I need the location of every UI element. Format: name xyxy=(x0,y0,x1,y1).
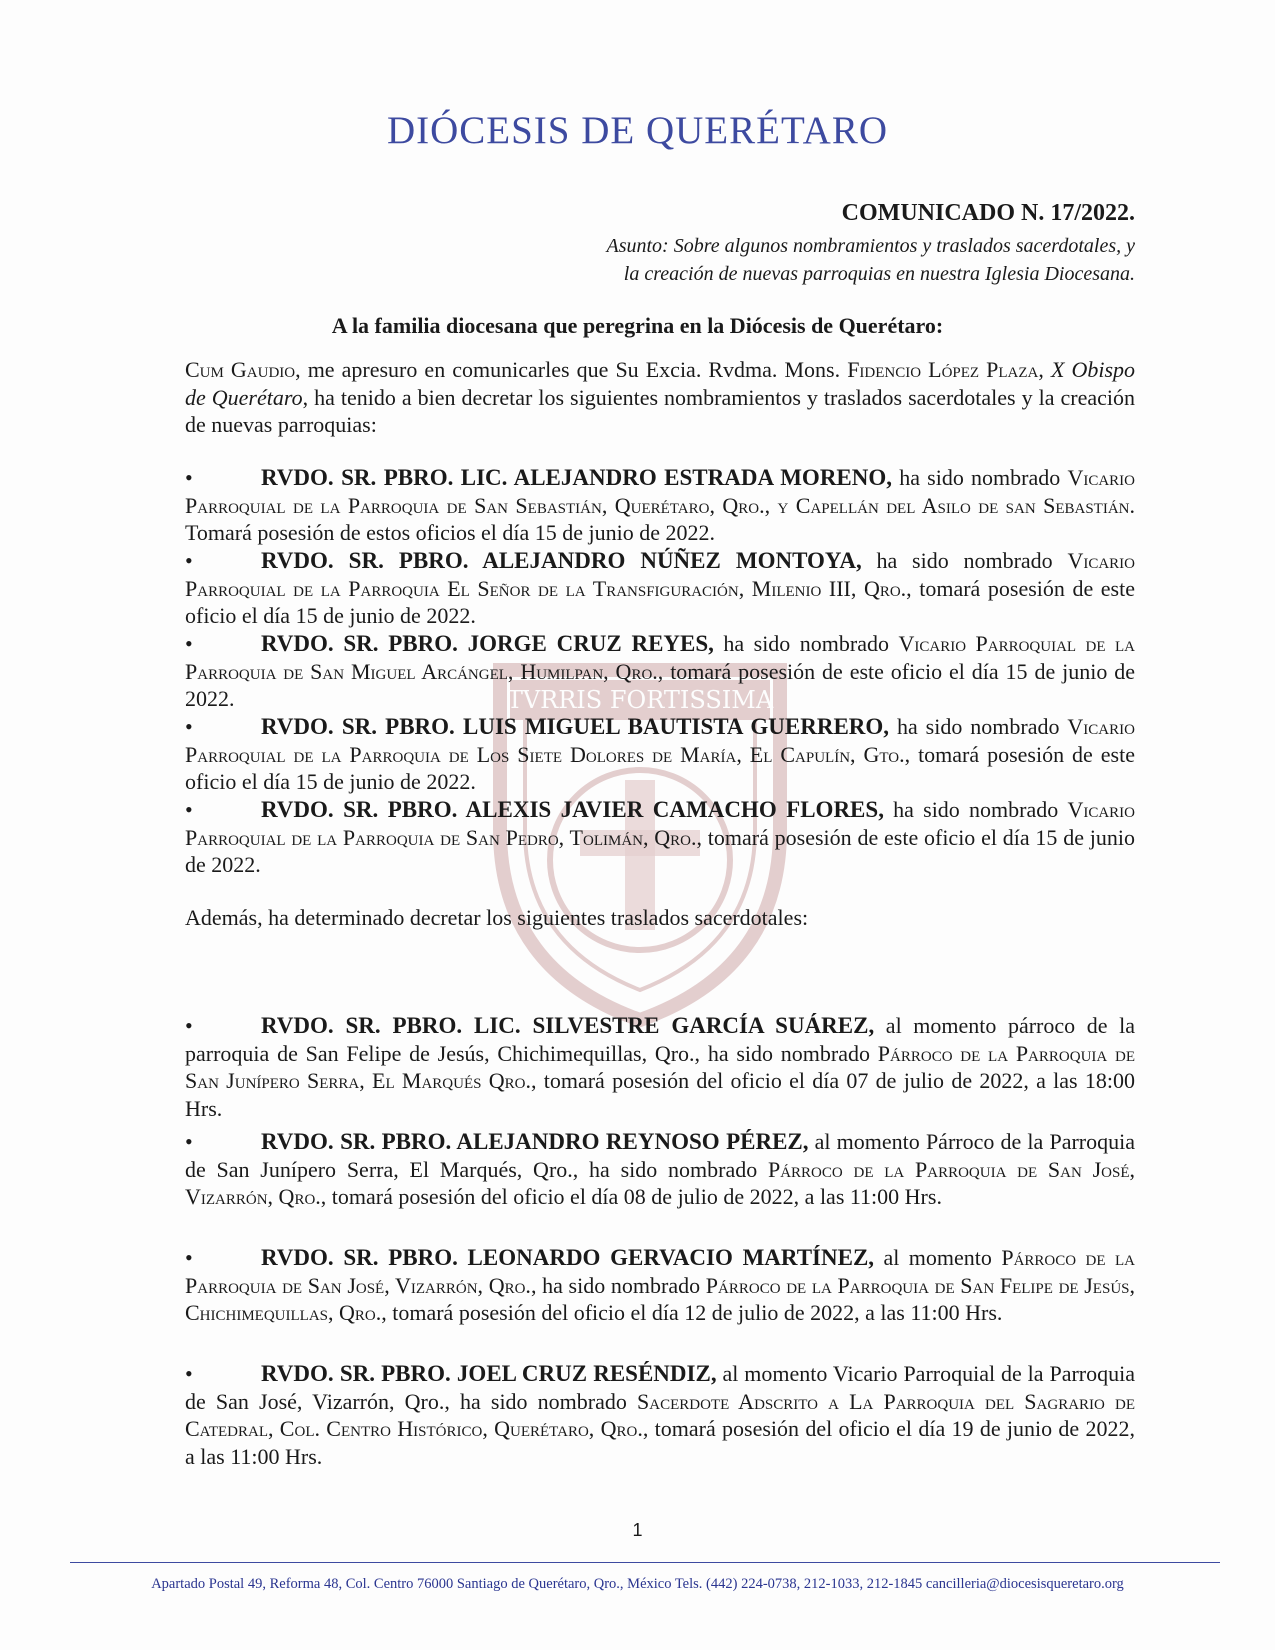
item-text: al momento Vicario Parroquial de la Parroquia de San José, Vizarrón, Qro., ha sido nombrado xyxy=(185,1361,1135,1414)
item-text: , tomará posesión de este oficio el día 15 de junio de 2022. xyxy=(185,824,1135,877)
item-text: , tomará posesión de este oficio el día 15 de junio de 2022. xyxy=(185,741,1135,794)
intro-paragraph xyxy=(185,356,1135,439)
item-text: , tomará posesión del oficio el día 12 de julio de 2022, a las 11:00 Hrs. xyxy=(381,1300,1003,1325)
intro-cum-gaudio: Cum Gaudio xyxy=(185,357,296,382)
item-text: al momento párroco de la parroquia de San Felipe de Jesús, Chichimequillas, Qro., ha sido nombrado xyxy=(185,1013,1135,1066)
page-title: DIÓCESIS DE QUERÉTARO xyxy=(386,109,889,152)
list-item xyxy=(185,630,1135,713)
list-item xyxy=(185,796,1135,879)
salutation: A la familia diocesana que peregrina en la Diócesis de Querétaro: xyxy=(331,313,944,338)
priest-name: RVDO. SR. PBRO. JORGE CRUZ REYES, xyxy=(261,631,714,656)
priest-name: RVDO. SR. PBRO. ALEJANDRO REYNOSO PÉREZ, xyxy=(261,1129,809,1154)
item-text: , tomará posesión de este oficio el día 15 de junio de 2022. xyxy=(185,575,1135,628)
priest-name: RVDO. SR. PBRO. LIC. ALEJANDRO ESTRADA MORENO, xyxy=(261,465,893,490)
item-text: , tomará posesión de este oficio el día 15 de junio de 2022. xyxy=(185,658,1135,711)
list-item xyxy=(185,1244,1135,1327)
footer-divider xyxy=(70,1562,1220,1563)
item-text: , ha sido nombrado xyxy=(530,1272,706,1298)
bishop-title: X Obispo de Querétaro xyxy=(185,357,1136,410)
intro-text-3: , ha tenido a bien decretar los siguientes nombramientos y traslados sacerdotales y la creación de nuevas parroquias: xyxy=(185,384,1135,437)
intro-text-1: , me apresuro en comunicarles que Su Excia. Rvdma. Mons. xyxy=(295,357,848,382)
bullet: • xyxy=(185,548,193,573)
appointment: Párroco de la Parroquia de San Junípero Serra, El Marqués Qro. xyxy=(185,1040,1135,1093)
appointment: Vicario Parroquial de la Parroquia de Los Siete Dolores de María, El Capulín, Gto. xyxy=(185,714,1135,767)
bullet: • xyxy=(185,631,193,656)
list-item xyxy=(185,464,1135,547)
item-text: ha sido nombrado xyxy=(892,465,1068,490)
asunto-line-1: Asunto: Sobre algunos nombramientos y traslados sacerdotales, y xyxy=(606,235,1135,257)
appointment: Vicario Parroquial de la Parroquia de San Sebastián, Querétaro, Qro., y Capellán del Asilo de san Sebastián xyxy=(185,465,1135,518)
list-item xyxy=(185,1360,1135,1470)
footer-contact: Apartado Postal 49, Reforma 48, Col. Centro 76000 Santiago de Querétaro, Qro., México Tels. (442) 224-0738, 212-1033, 212-1845 cancilleria@diocesisqueretaro.org xyxy=(151,1576,1124,1592)
priest-name: RVDO. SR. PBRO. ALEJANDRO NÚÑEZ MONTOYA, xyxy=(261,548,862,573)
asunto xyxy=(515,232,1135,288)
list-item xyxy=(185,547,1135,630)
appointment: Párroco de la Parroquia de San José, Vizarrón, Qro. xyxy=(185,1245,1135,1298)
priest-name: RVDO. SR. PBRO. LUIS MIGUEL BAUTISTA GUERRERO, xyxy=(261,714,890,739)
appointment: Sacerdote Adscrito a La Parroquia del Sagrario de Catedral, Col. Centro Histórico, Querétaro, Qro. xyxy=(185,1388,1135,1441)
appointment: Párroco de la Parroquia de San José, Vizarrón, Qro. xyxy=(185,1156,1135,1209)
bullet: • xyxy=(185,1129,193,1154)
watermark-motto: TVRRIS FORTISSIMA xyxy=(506,686,774,714)
bullet: • xyxy=(185,465,193,490)
list-item xyxy=(185,1012,1135,1122)
item-text: , tomará posesión del oficio el día 08 de julio de 2022, a las 11:00 Hrs. xyxy=(320,1184,942,1209)
bullet: • xyxy=(185,797,193,822)
bullet: • xyxy=(185,1013,193,1038)
list-item xyxy=(185,1128,1135,1211)
appointment: Párroco de la Parroquia de San Felipe de Jesús, Chichimequillas, Qro. xyxy=(185,1272,1135,1325)
item-text: al momento xyxy=(874,1245,1002,1270)
intro-text-2: , xyxy=(1038,357,1051,382)
bullet: • xyxy=(185,1245,193,1270)
appointment: Vicario Parroquial de la Parroquia de San Pedro, Tolimán, Qro. xyxy=(185,797,1135,850)
item-text: , tomará posesión del oficio el día 19 de junio de 2022, a las 11:00 Hrs. xyxy=(185,1416,1135,1469)
priest-name: RVDO. SR. PBRO. JOEL CRUZ RESÉNDIZ, xyxy=(261,1361,717,1386)
item-text: ha sido nombrado xyxy=(713,631,899,656)
bullet: • xyxy=(185,714,193,739)
traslados-intro: Además, ha determinado decretar los siguientes traslados sacerdotales: xyxy=(185,905,809,930)
item-text: , tomará posesión del oficio el día 07 de julio de 2022, a las 18:00 Hrs. xyxy=(185,1068,1135,1121)
item-text: al momento Párroco de la Parroquia de San Junípero Serra, El Marqués, Qro., ha sido nombrado xyxy=(185,1129,1135,1182)
appointment: Vicario Parroquial de la Parroquia El Señor de la Transfiguración, Milenio III, Qro. xyxy=(185,548,1135,601)
priest-name: RVDO. SR. PBRO. LIC. SILVESTRE GARCÍA SUÁREZ, xyxy=(261,1013,875,1038)
item-text: ha sido nombrado xyxy=(861,548,1068,573)
bullet: • xyxy=(185,1361,193,1386)
item-text: . Tomará posesión de estos oficios el día 15 de junio de 2022. xyxy=(185,492,1135,545)
comunicado-number: COMUNICADO N. 17/2022. xyxy=(841,200,1135,226)
item-text: ha sido nombrado xyxy=(889,714,1068,739)
list-item xyxy=(185,713,1135,796)
page-number: 1 xyxy=(632,1520,643,1540)
bishop-name: Fidencio López Plaza xyxy=(847,357,1039,382)
priest-name: RVDO. SR. PBRO. LEONARDO GERVACIO MARTÍNEZ, xyxy=(261,1245,875,1270)
asunto-line-2: la creación de nuevas parroquias en nuestra Iglesia Diocesana. xyxy=(623,263,1135,285)
priest-name: RVDO. SR. PBRO. ALEXIS JAVIER CAMACHO FLORES, xyxy=(261,797,884,822)
item-text: ha sido nombrado xyxy=(883,797,1068,822)
appointment: Vicario Parroquial de la Parroquia de San Miguel Arcángel, Humilpan, Qro. xyxy=(185,631,1135,684)
